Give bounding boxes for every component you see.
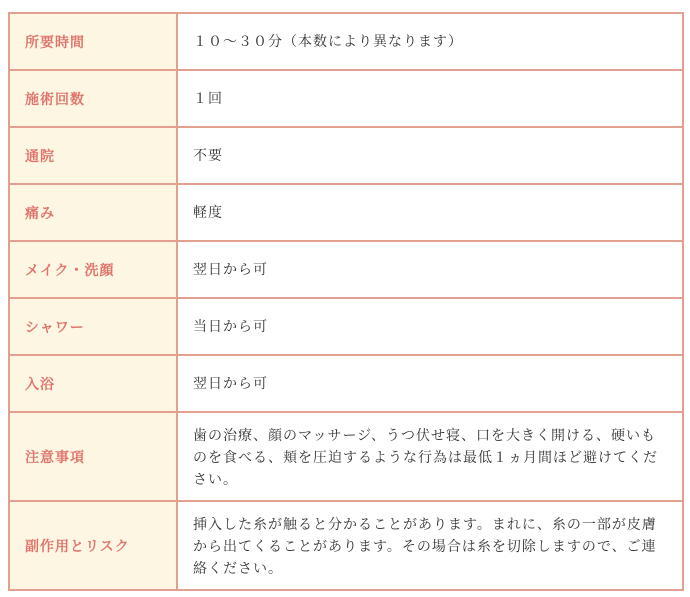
- table-row: [9, 70, 683, 127]
- table-row: [9, 412, 683, 501]
- table-row: [9, 241, 683, 298]
- row-label-bath: 入浴: [9, 355, 177, 412]
- table-row: [9, 501, 683, 590]
- row-value-side-effects: 挿入した糸が触ると分かることがあります。まれに、糸の一部が皮膚から出てくることがあります。その場合は糸を切除しますので、ご連絡ください。: [177, 501, 683, 590]
- treatment-info-table: [8, 12, 684, 591]
- table-row: [9, 13, 683, 70]
- row-value-pain: 軽度: [177, 184, 683, 241]
- table-row: [9, 298, 683, 355]
- row-label-pain: 痛み: [9, 184, 177, 241]
- row-value-makeup: 翌日から可: [177, 241, 683, 298]
- row-label-makeup: メイク・洗顔: [9, 241, 177, 298]
- row-value-visits: 不要: [177, 127, 683, 184]
- table-row: [9, 184, 683, 241]
- row-value-duration: １０～３０分（本数により異なります）: [177, 13, 683, 70]
- row-value-bath: 翌日から可: [177, 355, 683, 412]
- table-row: [9, 355, 683, 412]
- row-label-visits: 通院: [9, 127, 177, 184]
- row-value-precautions: 歯の治療、顔のマッサージ、うつ伏せ寝、口を大きく開ける、硬いものを食べる、頬を圧迫するような行為は最低１ヵ月間ほど避けてください。: [177, 412, 683, 501]
- row-value-shower: 当日から可: [177, 298, 683, 355]
- row-label-sessions: 施術回数: [9, 70, 177, 127]
- table-row: [9, 127, 683, 184]
- row-label-shower: シャワー: [9, 298, 177, 355]
- row-label-duration: 所要時間: [9, 13, 177, 70]
- row-value-sessions: １回: [177, 70, 683, 127]
- row-label-side-effects: 副作用とリスク: [9, 501, 177, 590]
- row-label-precautions: 注意事項: [9, 412, 177, 501]
